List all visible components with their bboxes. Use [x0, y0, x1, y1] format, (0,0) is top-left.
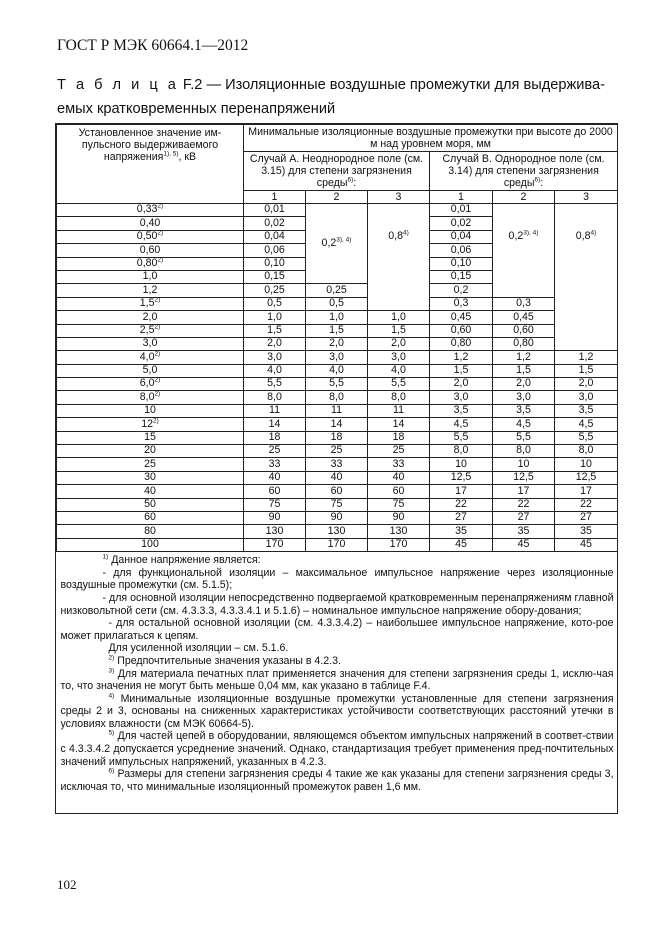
clearance-cell-a3: 1,0: [368, 311, 430, 324]
clearance-cell-a1: 0,5: [244, 297, 306, 310]
voltage-value: 0,80: [136, 256, 158, 269]
clearance-cell-a1: 1,0: [244, 311, 306, 324]
clearance-cell-b2: 22: [493, 498, 555, 511]
clearance-cell-b1: 0,10: [430, 257, 493, 270]
clearance-cell-a1: 14: [244, 418, 306, 431]
col-header-case-b: [430, 152, 618, 191]
voltage-value: 2,0: [142, 310, 158, 323]
clearance-cell-b1: 0,06: [430, 244, 493, 257]
clearance-cell-a1: 0,10: [244, 257, 306, 270]
merged-b3-sup: 4): [590, 229, 597, 237]
voltage-value: 10: [144, 404, 156, 417]
table-row: [57, 538, 618, 551]
voltage-value: 0,60: [139, 243, 161, 256]
footnote: [61, 592, 614, 617]
voltage-cell: [57, 351, 244, 364]
clearance-cell-b1: 1,2: [430, 351, 493, 364]
footnote-marker: 3): [108, 666, 115, 674]
sub-col-a1: 1: [244, 191, 306, 204]
notes-block: [57, 552, 618, 793]
footnote-text: Предпочтительные значения указаны в 4.2.3.: [114, 654, 341, 667]
clearance-cell-b1: 3,0: [430, 391, 493, 404]
sub-col-a3: 3: [368, 191, 430, 204]
clearance-cell-a1: 130: [244, 525, 306, 538]
clearance-cell-b3: 1,2: [555, 351, 618, 364]
sub-col-b3: 3: [555, 191, 618, 204]
clearance-cell-b1: 0,80: [430, 337, 493, 350]
merged-cell-b2: [493, 204, 555, 298]
table-row: [57, 458, 618, 471]
table-row: [57, 471, 618, 484]
clearance-cell-b1: 0,01: [430, 204, 493, 217]
clearance-cell-b3: 12,5: [555, 471, 618, 484]
footnote-text: - для остальной основной изоляции (см. 4.3.3.4.2) – наибольшее импульсное напряжение, кото-рое может прилагаться к цепям.: [60, 617, 614, 642]
clearance-cell-b1: 12,5: [430, 471, 493, 484]
voltage-footnote: 2): [157, 202, 164, 210]
footnote-text: Для усиленной изоляции – см. 5.1.6.: [108, 642, 289, 655]
clearance-cell-b2: 4,5: [493, 418, 555, 431]
clearance-cell-b1: 0,15: [430, 270, 493, 283]
clearance-cell-b3: 4,5: [555, 418, 618, 431]
case-b-sup: 6): [534, 176, 541, 184]
clearance-cell-b2: 5,5: [493, 431, 555, 444]
clearance-cell-b3: 27: [555, 511, 618, 524]
clearance-cell-a2: 130: [306, 525, 368, 538]
voltage-footnote: 2): [153, 417, 159, 425]
clearance-cell-a1: 40: [244, 471, 306, 484]
voltage-value: 1,2: [142, 283, 158, 296]
clearance-cell-b2: 17: [493, 485, 555, 498]
voltage-cell: [57, 404, 244, 417]
voltage-value: 100: [141, 538, 159, 551]
table-row: [57, 311, 618, 324]
clearance-cell-b2: 35: [493, 525, 555, 538]
table-row: [57, 324, 618, 337]
clearance-cell-b3: 1,5: [555, 364, 618, 377]
voltage-value: 80: [144, 524, 156, 537]
voltage-value: 12: [141, 417, 153, 430]
voltage-cell: [57, 244, 244, 257]
clearance-cell-a2: 60: [306, 485, 368, 498]
clearance-cell-a1: 4,0: [244, 364, 306, 377]
clearance-cell-b1: 0,02: [430, 217, 493, 230]
footnote: [61, 655, 614, 668]
voltage-footnote: 2): [154, 390, 161, 398]
voltage-value: 3,0: [142, 337, 158, 350]
voltage-cell: [57, 204, 244, 217]
clearance-cell-b3: 45: [555, 538, 618, 551]
clearance-cell-b1: 0,3: [430, 297, 493, 310]
merged-b2-sup: 3), 4): [523, 229, 539, 237]
footnote-text: - для основной изоляции непосредственно подвергаемой кратковременным перенапряжениям главной низковольтной сети (см. 4.3.3.3, 4.3.3.4.1 и 5.1.6) – номинальное импульсное напряжение обору-дования;: [60, 591, 614, 617]
clearance-cell-a3: 11: [368, 404, 430, 417]
merged-b2-value: 0,2: [508, 230, 524, 242]
clearance-cell-b2: 1,5: [493, 364, 555, 377]
table-row: [57, 498, 618, 511]
col-header-voltage-unit: , кВ: [178, 151, 197, 163]
table-body: [57, 204, 618, 552]
case-a-text: Случай А. Неоднородное поле (см. 3.15) для степени загрязнения среды: [249, 153, 424, 189]
voltage-footnote: 2): [154, 323, 161, 331]
voltage-value: 40: [144, 484, 156, 497]
voltage-cell: [57, 391, 244, 404]
footnote-text: Размеры для степени загрязнения среды 4 такие же как указаны для степени загрязнения среды 3, исключая то, что минимальные изоляционный промежуток равен 1,6 мм.: [60, 768, 614, 793]
voltage-cell: [57, 525, 244, 538]
clearance-cell-a1: 0,15: [244, 270, 306, 283]
clearance-cell-a3: 2,0: [368, 337, 430, 350]
clearance-cell-b3: 10: [555, 458, 618, 471]
col-header-voltage: [57, 125, 244, 204]
footnote-marker: 6): [108, 767, 115, 775]
clearance-cell-b2: 3,0: [493, 391, 555, 404]
clearance-cell-b1: 10: [430, 458, 493, 471]
voltage-cell: [57, 364, 244, 377]
voltage-cell: [57, 257, 244, 270]
clearance-cell-a1: 8,0: [244, 391, 306, 404]
voltage-cell: [57, 498, 244, 511]
clearance-cell-b2: 10: [493, 458, 555, 471]
voltage-footnote: 2): [157, 229, 164, 237]
clearance-cell-a2: 33: [306, 458, 368, 471]
table-row: [57, 418, 618, 431]
clearance-cell-a1: 0,04: [244, 230, 306, 243]
table-row: [57, 364, 618, 377]
voltage-value: 25: [144, 457, 156, 470]
clearance-cell-a1: 1,5: [244, 324, 306, 337]
table-row: [57, 378, 618, 391]
clearance-cell-b1: 0,04: [430, 230, 493, 243]
clearance-cell-a2: 0,25: [306, 284, 368, 297]
table-title: [57, 73, 617, 121]
clearance-table: [56, 124, 618, 793]
clearance-cell-a3: 14: [368, 418, 430, 431]
voltage-cell: [57, 311, 244, 324]
merged-cell-a3: [368, 204, 430, 311]
voltage-value: 8,0: [139, 390, 155, 403]
col-header-case-a: [244, 152, 430, 191]
clearance-cell-b1: 0,2: [430, 284, 493, 297]
voltage-cell: [57, 431, 244, 444]
clearance-cell-a1: 18: [244, 431, 306, 444]
clearance-cell-b2: 2,0: [493, 378, 555, 391]
table-row: [57, 511, 618, 524]
voltage-value: 0,33: [136, 203, 158, 216]
case-a-sup: 6): [347, 176, 354, 184]
voltage-cell: [57, 284, 244, 297]
voltage-footnote: 2): [154, 350, 161, 358]
footnote-marker: 2): [108, 654, 115, 662]
clearance-cell-a1: 25: [244, 445, 306, 458]
voltage-cell: [57, 297, 244, 310]
sub-col-a2: 2: [306, 191, 368, 204]
voltage-cell: [57, 538, 244, 551]
table-frame: [55, 123, 618, 814]
voltage-value: 30: [144, 471, 156, 484]
clearance-cell-a3: 60: [368, 485, 430, 498]
clearance-cell-b1: 1,5: [430, 364, 493, 377]
footnote: [61, 730, 614, 768]
voltage-cell: [57, 270, 244, 283]
footnote: [61, 567, 614, 592]
clearance-cell-a2: 1,5: [306, 324, 368, 337]
voltage-value: 50: [144, 497, 156, 510]
clearance-cell-a1: 11: [244, 404, 306, 417]
clearance-cell-a1: 90: [244, 511, 306, 524]
clearance-cell-a2: 90: [306, 511, 368, 524]
voltage-cell: [57, 324, 244, 337]
voltage-value: 1,5: [139, 297, 155, 310]
table-row: [57, 525, 618, 538]
footnote: [61, 668, 614, 693]
clearance-cell-b2: 0,45: [493, 311, 555, 324]
table-row: [57, 337, 618, 350]
footnote-marker: 1): [102, 553, 109, 561]
clearance-cell-a1: 0,02: [244, 217, 306, 230]
voltage-value: 1,0: [142, 270, 158, 283]
clearance-cell-a2: 25: [306, 445, 368, 458]
voltage-cell: [57, 418, 244, 431]
voltage-cell: [57, 458, 244, 471]
col-header-voltage-sup: 1), 5): [163, 150, 179, 158]
voltage-value: 6,0: [139, 377, 155, 390]
footnote-text: Минимальные изоляционные воздушные промежутки установленные для степени загрязнения среды 2 и 3, основаны на сниженных характеристиках устойчивости соответствующих расстояний утечки в условиях влажности (см МЭК 60664-5).: [60, 692, 614, 730]
clearance-cell-a1: 0,06: [244, 244, 306, 257]
document-header: ГОСТ Р МЭК 60664.1—2012: [57, 37, 249, 54]
merged-a3-sup: 4): [402, 229, 409, 237]
clearance-cell-a1: 75: [244, 498, 306, 511]
clearance-cell-b3: 2,0: [555, 378, 618, 391]
footnote: [61, 617, 614, 642]
voltage-value: 4,0: [139, 350, 155, 363]
clearance-cell-a1: 5,5: [244, 378, 306, 391]
clearance-cell-b1: 4,5: [430, 418, 493, 431]
voltage-cell: [57, 337, 244, 350]
clearance-cell-b3: 22: [555, 498, 618, 511]
table-notes: [57, 552, 618, 794]
case-b-text: Случай В. Однородное поле (см. 3.14) для степени загрязнения среды: [442, 153, 605, 189]
merged-a3-value: 0,8: [388, 230, 403, 242]
clearance-cell-b1: 8,0: [430, 445, 493, 458]
footnote-text: - для функциональной изоляции – максимальное импульсное напряжение через изоляционные воздушные промежутки (см. 5.1.5);: [60, 566, 614, 592]
merged-cell-b3: [555, 204, 618, 351]
clearance-cell-a2: 2,0: [306, 337, 368, 350]
clearance-cell-b3: 8,0: [555, 445, 618, 458]
clearance-cell-b1: 2,0: [430, 378, 493, 391]
clearance-cell-b2: 3,5: [493, 404, 555, 417]
table-row: [57, 351, 618, 364]
voltage-value: 15: [144, 431, 156, 444]
clearance-cell-b1: 27: [430, 511, 493, 524]
clearance-cell-b2: 8,0: [493, 445, 555, 458]
clearance-cell-a1: 3,0: [244, 351, 306, 364]
clearance-cell-a3: 5,5: [368, 378, 430, 391]
clearance-cell-b1: 0,60: [430, 324, 493, 337]
merged-a2-value: 0,2: [321, 236, 337, 249]
voltage-footnote: 2): [154, 296, 161, 304]
clearance-cell-b2: 12,5: [493, 471, 555, 484]
clearance-cell-a2: 0,5: [306, 297, 368, 310]
case-b-suffix: :: [540, 177, 544, 189]
clearance-cell-a3: 33: [368, 458, 430, 471]
table-row: [57, 431, 618, 444]
table-title-prefix: Т а б л и ц а: [57, 77, 179, 93]
clearance-cell-b1: 45: [430, 538, 493, 551]
voltage-cell: [57, 445, 244, 458]
clearance-cell-b2: 0,60: [493, 324, 555, 337]
clearance-cell-a1: 33: [244, 458, 306, 471]
voltage-value: 0,50: [136, 230, 158, 243]
table-title-text: F.2 — Изоляционные воздушные промежутки для выдержива-емых кратковременных перенапряжений: [57, 77, 605, 117]
footnote-text: Для материала печатных плат применяется значения для степени загрязнения среды 1, исклю-чая то, что значения не могут быть меньше 0,04 мм, как указано в таблице F.4.: [60, 667, 614, 693]
clearance-cell-b1: 35: [430, 525, 493, 538]
table-row: [57, 204, 618, 217]
clearance-cell-a3: 130: [368, 525, 430, 538]
clearance-cell-a2: 8,0: [306, 391, 368, 404]
clearance-cell-b1: 17: [430, 485, 493, 498]
table-row: [57, 391, 618, 404]
voltage-cell: [57, 485, 244, 498]
clearance-cell-b3: 17: [555, 485, 618, 498]
clearance-cell-a1: 170: [244, 538, 306, 551]
page-number: 102: [57, 877, 77, 892]
clearance-cell-a3: 18: [368, 431, 430, 444]
clearance-cell-a3: 1,5: [368, 324, 430, 337]
clearance-cell-b1: 0,45: [430, 311, 493, 324]
table-row: [57, 485, 618, 498]
clearance-cell-b1: 5,5: [430, 431, 493, 444]
col-header-clearances: Минимальные изоляционные воздушные промежутки при высоте до 2000 м над уровнем моря, мм: [244, 125, 618, 152]
voltage-footnote: 2): [154, 376, 161, 384]
clearance-cell-b3: 3,0: [555, 391, 618, 404]
footnote-marker: 5): [108, 729, 115, 737]
clearance-cell-b3: 3,5: [555, 404, 618, 417]
footnote-text: Данное напряжение является:: [108, 554, 261, 567]
footnote: [61, 768, 614, 793]
clearance-cell-a2: 3,0: [306, 351, 368, 364]
clearance-cell-a2: 1,0: [306, 311, 368, 324]
table-row: [57, 404, 618, 417]
clearance-cell-a2: 18: [306, 431, 368, 444]
clearance-cell-b1: 22: [430, 498, 493, 511]
clearance-cell-a2: 11: [306, 404, 368, 417]
table-row: [57, 297, 618, 310]
footnote: [61, 693, 614, 731]
merged-a2-sup: 3), 4): [336, 236, 352, 244]
footnote-text: Для частей цепей в оборудовании, являющемся объектом импульсных напряжений в соответ-ствии с 4.3.3.4.2 допускается усреднение значений. Однако, стандартизация требует применения пред-почтительных значений импульсных напряжений, указанных в 4.2.3.: [60, 730, 614, 768]
voltage-value: 2,5: [139, 323, 155, 336]
clearance-cell-a2: 170: [306, 538, 368, 551]
voltage-value: 0,40: [139, 216, 161, 229]
clearance-cell-a2: 75: [306, 498, 368, 511]
clearance-cell-a3: 40: [368, 471, 430, 484]
clearance-cell-b3: 5,5: [555, 431, 618, 444]
table-row: [57, 445, 618, 458]
voltage-cell: [57, 378, 244, 391]
clearance-cell-a3: 25: [368, 445, 430, 458]
clearance-cell-a1: 0,25: [244, 284, 306, 297]
footnote: [61, 554, 614, 567]
sub-col-b1: 1: [430, 191, 493, 204]
clearance-cell-a3: 75: [368, 498, 430, 511]
voltage-cell: [57, 511, 244, 524]
clearance-cell-b2: 0,80: [493, 337, 555, 350]
merged-b3-value: 0,8: [575, 230, 591, 242]
clearance-cell-a2: 14: [306, 418, 368, 431]
clearance-cell-b2: 45: [493, 538, 555, 551]
clearance-cell-b2: 1,2: [493, 351, 555, 364]
voltage-cell: [57, 217, 244, 230]
clearance-cell-b2: 27: [493, 511, 555, 524]
voltage-value: 5,0: [142, 364, 158, 377]
clearance-cell-a3: 170: [368, 538, 430, 551]
voltage-cell: [57, 471, 244, 484]
clearance-cell-a2: 4,0: [306, 364, 368, 377]
voltage-value: 60: [144, 511, 156, 524]
clearance-cell-a1: 2,0: [244, 337, 306, 350]
voltage-value: 20: [144, 444, 156, 457]
clearance-cell-a2: 40: [306, 471, 368, 484]
clearance-cell-a1: 60: [244, 485, 306, 498]
clearance-cell-a3: 4,0: [368, 364, 430, 377]
footnote-marker: 4): [108, 692, 115, 700]
clearance-cell-b2: 0,3: [493, 297, 555, 310]
clearance-cell-a3: 90: [368, 511, 430, 524]
clearance-cell-b1: 3,5: [430, 404, 493, 417]
footnote: [61, 642, 614, 655]
clearance-cell-a3: 3,0: [368, 351, 430, 364]
col-header-voltage-text: Установленное значение им-пульсного выдерживаемого напряжения: [78, 127, 222, 163]
case-a-suffix: :: [353, 177, 357, 189]
merged-cell-a2: [306, 204, 368, 284]
voltage-cell: [57, 230, 244, 243]
clearance-cell-b3: 35: [555, 525, 618, 538]
sub-col-b2: 2: [493, 191, 555, 204]
clearance-cell-a2: 5,5: [306, 378, 368, 391]
clearance-cell-a3: 8,0: [368, 391, 430, 404]
clearance-cell-a1: 0,01: [244, 204, 306, 217]
voltage-footnote: 2): [157, 256, 164, 264]
